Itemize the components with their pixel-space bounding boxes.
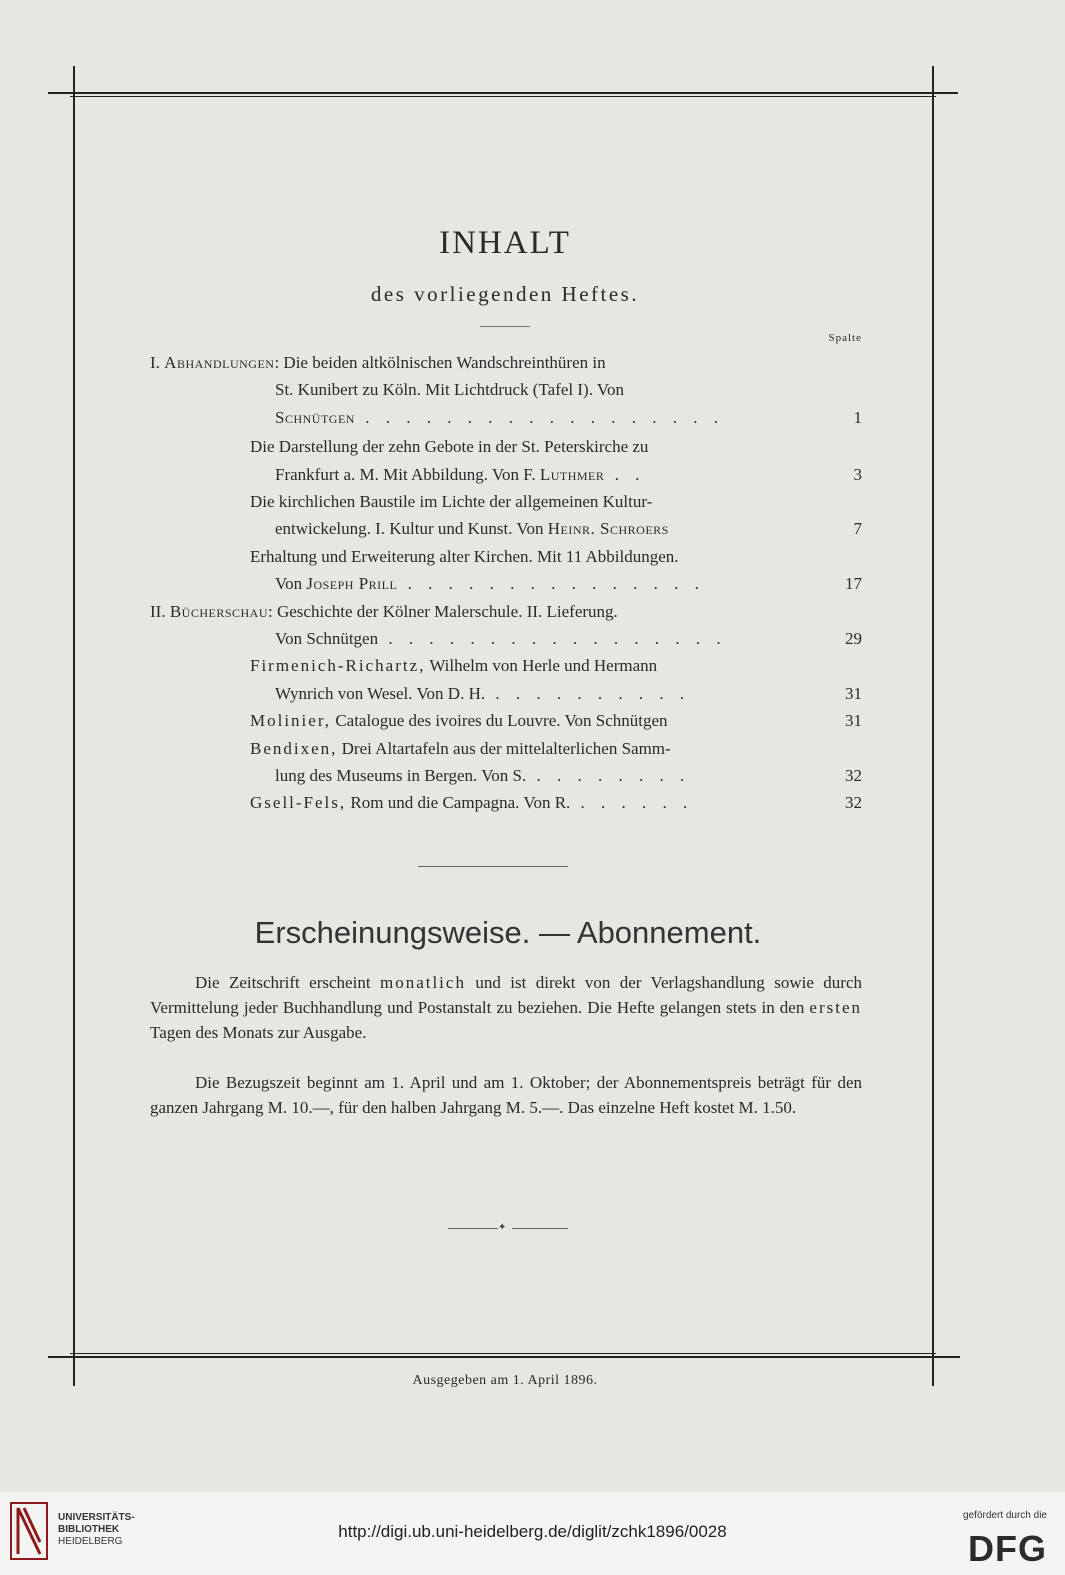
source-url[interactable]: http://digi.ub.uni-heidelberg.de/diglit/zchk1896/0028 bbox=[338, 1522, 727, 1541]
toc-page-number: 1 bbox=[853, 407, 862, 427]
toc-entry-part: Bücherschau bbox=[169, 601, 269, 621]
toc-entry-part: Catalogue des ivoires du Louvre. Von Schnütgen bbox=[331, 711, 668, 731]
toc-entry-part: Erhaltung und Erweiterung alter Kirchen. Mit 11 Abbildungen. bbox=[250, 546, 679, 566]
section-title: Erscheinungsweise. — Abonnement. bbox=[254, 915, 762, 950]
toc-entry bbox=[150, 516, 862, 542]
library-name-line-1: UNIVERSITÄTS- bbox=[58, 1512, 135, 1523]
toc-entry-text bbox=[275, 516, 669, 542]
toc-entry bbox=[150, 350, 862, 376]
paragraph-1 bbox=[150, 970, 862, 1045]
toc-entry-text bbox=[275, 626, 727, 652]
toc-entry-part: Von Schnütgen bbox=[275, 629, 379, 648]
frame-top-rule-2 bbox=[70, 96, 936, 97]
paragraph-1-text-b: und ist direkt von der Verlagshandlung sowie durch Vermittelung jeder Buchhandlung und Postanstalt zu beziehen. Die Hefte gelangen stets in den bbox=[150, 973, 863, 1017]
toc-entry-text bbox=[275, 462, 645, 488]
toc-entry bbox=[150, 626, 862, 652]
toc-entry-text bbox=[250, 544, 679, 570]
toc-entry-part: . . . . . . . . . . . . . . . . . bbox=[378, 629, 727, 648]
toc-entry-text bbox=[250, 790, 693, 816]
library-name-line-2: BIBLIOTHEK bbox=[58, 1524, 120, 1535]
toc-entry-part: Von bbox=[275, 574, 307, 594]
toc-entry-part: I. bbox=[150, 353, 165, 372]
library-name-line-3: HEIDELBERG bbox=[58, 1536, 123, 1547]
toc-page-number: 29 bbox=[845, 629, 862, 648]
toc-page-number: 31 bbox=[845, 683, 862, 703]
toc-entry-part: Bendixen, bbox=[250, 738, 338, 758]
toc-entry bbox=[150, 681, 862, 707]
frame-right-rule bbox=[932, 66, 934, 1386]
paragraph-2-text: Die Bezugszeit beginnt am 1. April und am 1. Oktober; der Abonnementspreis beträgt für den ganzen Jahrgang M. 10.—, für den halben Jahrgang M. 5.—. Das einzelne Heft kostet M. 1.50. bbox=[150, 1073, 862, 1117]
toc-entry-part: II. bbox=[150, 601, 170, 621]
title-divider bbox=[480, 326, 530, 327]
toc-entry bbox=[150, 434, 862, 460]
toc-entry-part: Schnütgen bbox=[275, 407, 355, 427]
toc-entry-part: Die Darstellung der zehn Gebote in der St. Peterskirche zu bbox=[250, 437, 649, 457]
toc-entry bbox=[150, 405, 862, 431]
toc-entry-text bbox=[275, 763, 690, 789]
toc-entry-part: Abhandlungen bbox=[164, 353, 275, 372]
toc-entry bbox=[150, 653, 862, 679]
toc-entry-text bbox=[275, 571, 705, 597]
toc-entry-part: : Geschichte der Kölner Malerschule. II. Lieferung. bbox=[268, 601, 618, 621]
frame-bottom-rule bbox=[48, 1356, 960, 1358]
toc-entry-part: St. Kunibert zu Köln. Mit Lichtdruck (Tafel I). Von bbox=[275, 380, 624, 400]
ornament-divider-mark: ✦ bbox=[498, 1222, 507, 1233]
toc-entry-part: . . . . . . bbox=[570, 793, 694, 813]
toc-page-number: 17 bbox=[845, 574, 862, 594]
page-subtitle: des vorliegenden Heftes. bbox=[370, 282, 640, 306]
ornament-divider-right bbox=[512, 1228, 568, 1229]
toc-page-number: 31 bbox=[845, 711, 862, 731]
toc-entry bbox=[150, 763, 862, 789]
toc-entry-text bbox=[150, 350, 606, 376]
toc-entry bbox=[150, 544, 862, 570]
toc-page-number: 32 bbox=[845, 793, 862, 813]
toc-entry-text bbox=[250, 736, 671, 762]
toc-entry-text bbox=[275, 377, 624, 403]
toc-entry-text bbox=[250, 653, 657, 679]
toc-page-number: 3 bbox=[853, 464, 862, 484]
toc-entry-part: Drei Altartafeln aus der mittelalterlichen Samm- bbox=[337, 738, 671, 758]
toc-entry bbox=[150, 708, 862, 734]
toc-entry-part: Frankfurt a. M. Mit Abbildung. Von F. bbox=[275, 464, 540, 484]
funder-logo: DFG bbox=[968, 1528, 1047, 1569]
toc-entry-part: Joseph Prill bbox=[306, 574, 398, 594]
toc-page-number: 7 bbox=[853, 519, 862, 539]
toc-entry-text bbox=[150, 599, 618, 625]
toc-entry bbox=[150, 736, 862, 762]
toc-entry-text bbox=[250, 489, 652, 515]
toc-entry-part: Rom und die Campagna. Von R. bbox=[346, 793, 571, 813]
section-divider bbox=[418, 866, 568, 867]
page-title: INHALT bbox=[439, 225, 571, 261]
paragraph-2 bbox=[150, 1070, 862, 1120]
toc-entry-part: : Die beiden altkölnischen Wandschreinthüren in bbox=[274, 353, 606, 372]
toc-entry-part: . . . . . . . . bbox=[526, 766, 691, 785]
toc-entry-part: Wilhelm von Herle und Hermann bbox=[425, 656, 658, 676]
toc-entry-text bbox=[275, 681, 690, 707]
frame-left-rule bbox=[73, 66, 75, 1386]
toc-entry bbox=[150, 377, 862, 403]
toc-entry-part: Firmenich-Richartz, bbox=[250, 656, 426, 676]
toc-entry-part: . . . . . . . . . . . . . . . . . . bbox=[354, 407, 724, 427]
toc-entry-part: . . . . . . . . . . bbox=[485, 683, 691, 703]
toc-entry-part: entwickelung. I. Kultur und Kunst. Von bbox=[275, 519, 548, 539]
toc-entry-part: . . bbox=[604, 464, 646, 484]
paragraph-1-emphasis-2: ersten bbox=[809, 998, 862, 1017]
toc-page-number: 32 bbox=[845, 766, 862, 785]
toc-entry bbox=[150, 571, 862, 597]
toc-entry-part: Molinier, bbox=[250, 711, 332, 731]
toc-entry-text bbox=[250, 708, 668, 734]
paragraph-1-text-c: Tagen des Monats zur Ausgabe. bbox=[150, 1023, 367, 1042]
toc-entry-part: Luthmer bbox=[539, 464, 605, 484]
toc-entry-part: lung des Museums in Bergen. Von S. bbox=[275, 766, 527, 785]
frame-top-rule bbox=[48, 92, 958, 94]
toc-entry-part: Gsell-Fels, bbox=[250, 793, 347, 813]
toc-entry-part: Wynrich von Wesel. Von D. H. bbox=[275, 683, 486, 703]
paragraph-1-text-a: Die Zeitschrift erscheint bbox=[195, 973, 380, 992]
frame-bottom-rule-2 bbox=[70, 1353, 936, 1354]
toc-entry-part: Die kirchlichen Baustile im Lichte der allgemeinen Kultur- bbox=[250, 492, 653, 511]
toc-entry-part: . . . . . . . . . . . . . . . bbox=[397, 574, 705, 594]
issue-date: Ausgegeben am 1. April 1896. bbox=[412, 1373, 598, 1388]
library-footer-bar bbox=[0, 1492, 1065, 1575]
toc-entry bbox=[150, 489, 862, 515]
ornament-divider-left bbox=[448, 1228, 498, 1229]
toc-entry bbox=[150, 462, 862, 488]
toc-entry bbox=[150, 790, 862, 816]
toc-entry-part: Heinr. Schroers bbox=[547, 519, 669, 539]
toc-entry bbox=[150, 599, 862, 625]
paragraph-1-emphasis-1: monatlich bbox=[379, 973, 466, 992]
toc-entry-text bbox=[250, 434, 648, 460]
toc-entry-text bbox=[275, 405, 724, 431]
funding-note: gefördert durch die bbox=[963, 1510, 1047, 1521]
column-label: Spalte bbox=[828, 332, 862, 344]
